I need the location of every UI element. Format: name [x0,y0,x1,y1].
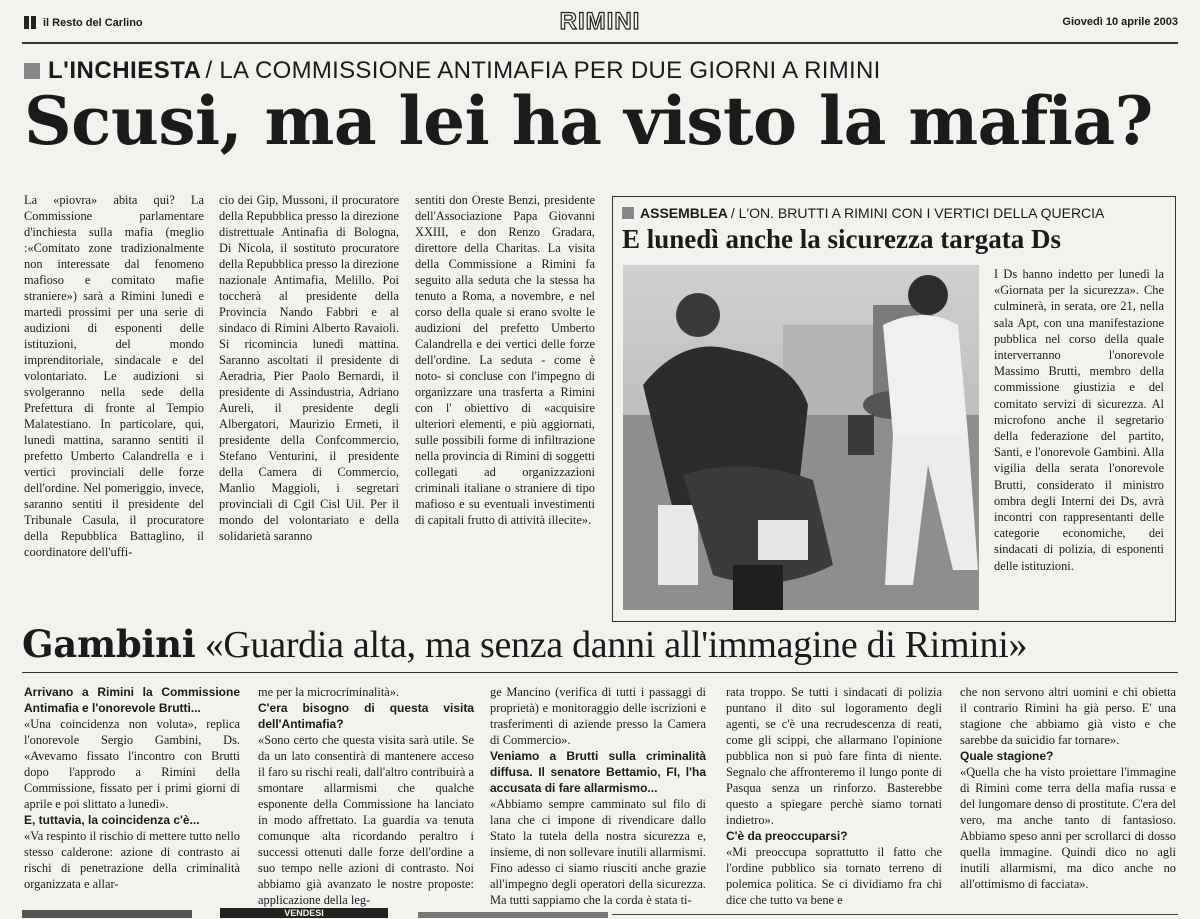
sidebar-kicker [622,205,1104,221]
interview-column-5 [960,684,1176,892]
main-headline: Scusi, ma lei ha visto la mafia? [24,82,1153,160]
kicker-square-icon [622,207,634,219]
interview-answer: me per la microcriminalità». [258,685,400,699]
section-title: RIMINI [559,8,641,35]
interview-divider [22,672,1178,673]
ad-block [418,912,608,918]
ad-vendesi: VENDESI [220,908,388,918]
interview-answer: «Sono certo che questa visita sarà utile. Se da un lato consentirà di mantenere acceso il faro su rischi reali, dall'altro contribuirà a smontare allarmismi che qualche esponente della Commissione ha lanciato in modo affrettato. La guardia va tenuta comunque alta ricordando peraltro i successi ottenuti dalle forze dell'ordine a suo tempo nelle azioni di contrasto. Noi abbiamo già avanzato le nostre proposte: applicazione della leg- [258,733,474,907]
sidebar-article-text: I Ds hanno indetto per lunedì la «Giornata per la sicurezza». Che culminerà, in serata, ore 21, nella sala Apt, con una manifestazione pubblica nel corso della quale interverranno l'onorevole Massimo Brutti, membro della commissione giustizia e del comitato servizi di sicurezza. Al microfono anche il segretario della federazione del partito, Santi, e l'onorevole Gambini. Alla vigilia della serata l'onorevole Brutti, considerato il ministro ombra degli Interni dei Ds, avrà incontri con rappresentanti delle categorie economiche, dei sindacati di polizia, di esponenti delle istituzioni. [994,267,1164,573]
interview-column-3 [490,684,706,908]
interview-question: Quale stagione? [960,749,1054,763]
ad-block [612,914,1178,919]
ad-block [22,910,192,918]
interview-answer: «Quella che ha visto proiettare l'immagine di Rimini come terra della mafia russa e del lungomare denso di prostitute. C'era del vero, ma anche tanto di fantasioso. Abbiamo speso anni per scrollarci di dosso quella immagine. Quindi dico no agli inutili allarmismi, ma dico anche no all'ottimismo di facciata». [960,765,1176,891]
interview-question: E, tuttavia, la coincidenza c'è... [24,813,200,827]
interview-column-1 [24,684,240,892]
article-column-2: cio dei Gip, Mussoni, il procuratore della Repubblica presso la direzione distrettuale Antinafia di Bologna, Di Nicola, il sostituto procuratore della Repubblica presso la direzione nazionale Antimafia, Melillo. Poi toccherà al presidente della Provincia Nando Fabbri e al sindaco di Rimini Alberto Ravaioli. Si ricomincia lunedì mattina. Saranno ascoltati il presidente di Aeradria, Pier Paolo Bernardi, il presidente di Assindustria, Adriano Aureli, il presidente degli Albergatori, Maurizio Ermeti, il presidente della Confcommercio, Stefano Venturini, il presidente della Camera di Commercio, Manlio Maggioli, i segretari provinciali di Cgil Cisl Uil. Per il mondo del volontariato e della solidarietà saranno [219,193,399,543]
newspaper-title: il Resto del Carlino [43,16,143,29]
sidebar-headline: E lunedì anche la sicurezza targata Ds [622,224,1061,254]
news-photo [623,265,979,610]
kicker-tag: L'INCHIESTA [48,57,202,84]
interview-answer: «Va respinto il rischio di mettere tutto nello stesso calderone: azione di contrasto ai rischi di penetrazione della criminalità organizzata e allar- [24,829,240,891]
interview-headline [22,622,1192,667]
interview-answer: ge Mancino (verifica di tutti i passaggi di proprietà) e monitoraggio delle iscrizioni e trasferimenti di aziende presso la Camera di Commercio». [490,685,706,747]
interview-column-2 [258,684,474,908]
header-divider [22,42,1178,44]
article-column-3: sentiti don Oreste Benzi, presidente dell'Associazione Papa Giovanni XXIII, e don Renzo Gradara, direttore della Charitas. La visita della Commissione a Rimini fa seguito alla seduta che la stessa ha tenuto a Roma, a novembre, e nel corso della quale si erano svolte le audizioni del prefetto Umberto Calandrella e dei vertici delle forze dell'ordine. La seduta - come è noto- si concluse con l'impegno di organizzare una trasferta a Rimini con l' obiettivo di «acquisire ulteriori elementi, e più aggiornati, sulle possibili forme di infiltrazione nella provincia di Rimini di soggetti collegati ad organizzazioni criminali italiane o straniere di tipo mafioso e su eventuali investimenti di capitali frutto di attività illecite». [415,193,595,527]
bottom-ads-strip [22,908,1178,918]
article-column-1: La «piovra» abita qui? La Commissione parlamentare d'inchiesta sulla mafia (meglio :«Comitato zone tradizionalmente non interessate dal fenomeno mafioso e comitato mafie straniere») sarà a Rimini lunedì e martedì prossimi per una serie di audizioni di esponenti delle istituzioni, del mondo imprenditoriale, sindacale e del volontariato. Le audizioni si svolgeranno nella sede della Prefettura di fronte al Tempio Malatestiano. In particolare, qui, lunedì mattina, saranno sentiti il prefetto Umberto Calandrella e i vertici provinciali delle forze dell'ordine. Nel pomeriggio, invece, saranno sentiti il presidente del Tribunale Casula, il procuratore della Repubblica Battaglino, il coordinatore dell'uffi- [24,193,204,559]
interview-name: Gambini [22,622,196,666]
interview-question: Arrivano a Rimini la Commissione Antimafia e l'onorevole Brutti... [24,685,240,715]
interview-question: C'era bisogno di questa visita dell'Antimafia? [258,701,474,731]
newspaper-name [24,16,143,29]
interview-question: Veniamo a Brutti sulla criminalità diffusa. Il senatore Bettamio, FI, l'ha accusata di fare allarmismo... [490,749,706,795]
interview-answer: che non servono altri uomini e chi obietta il contrario Rimini ha già perso. E' una stagione che abbiamo già visto e che sarebbe da suicidio far tornare». [960,685,1176,747]
interview-title: «Guardia alta, ma senza danni all'immagine di Rimini» [204,624,1028,666]
interview-answer: «Mi preoccupa soprattutto il fatto che l'ordine pubblico sia tornato terreno di polemica politica. Se ci dividiamo fra chi dice che tutto va bene e [726,845,942,907]
interview-answer: rata troppo. Se tutti i sindacati di polizia puntano il dito sul logoramento degli agenti, se c'è una recrudescenza di reati, come gli scippi, che allarmano l'opinione pubblica non si può fare finta di niente. Segnalo che affronteremo il lungo ponte di Pasqua senza un rinforzo. Basterebbe questo a spiegare perchè siamo tornati indietro». [726,685,942,827]
sidebar-kicker-tag: ASSEMBLEA [640,205,728,221]
issue-date: Giovedì 10 aprile 2003 [1062,16,1178,28]
article-kicker [24,57,881,85]
kicker-text: / LA COMMISSIONE ANTIMAFIA PER DUE GIORNI A RIMINI [205,57,881,84]
logo-bars-icon [24,16,29,29]
kicker-square-icon [24,63,40,79]
photo-scooter-men-image [623,265,979,610]
interview-answer: «Abbiamo sempre camminato sul filo di lana che ci impone di rivendicare dallo Stato la tutela della nostra sicurezza e, insieme, di non sollevare inutili allarmismi. Fino adesso ci siamo riusciti anche grazie all'impegno degli operatori della sicurezza. Ma tutti sappiamo che la corda è stata ti- [490,797,706,907]
interview-answer: «Una coincidenza non voluta», replica l'onorevole Sergio Gambini, Ds. «Avevamo fissato l'incontro con Brutti dopo l'approdo a Rimini della Commissione, fissato per i primi giorni di aprile e poi slittato a lunedì». [24,717,240,811]
interview-question: C'è da preoccuparsi? [726,829,848,843]
sidebar-kicker-text: / L'ON. BRUTTI A RIMINI CON I VERTICI DELLA QUERCIA [730,205,1105,221]
interview-column-4 [726,684,942,908]
